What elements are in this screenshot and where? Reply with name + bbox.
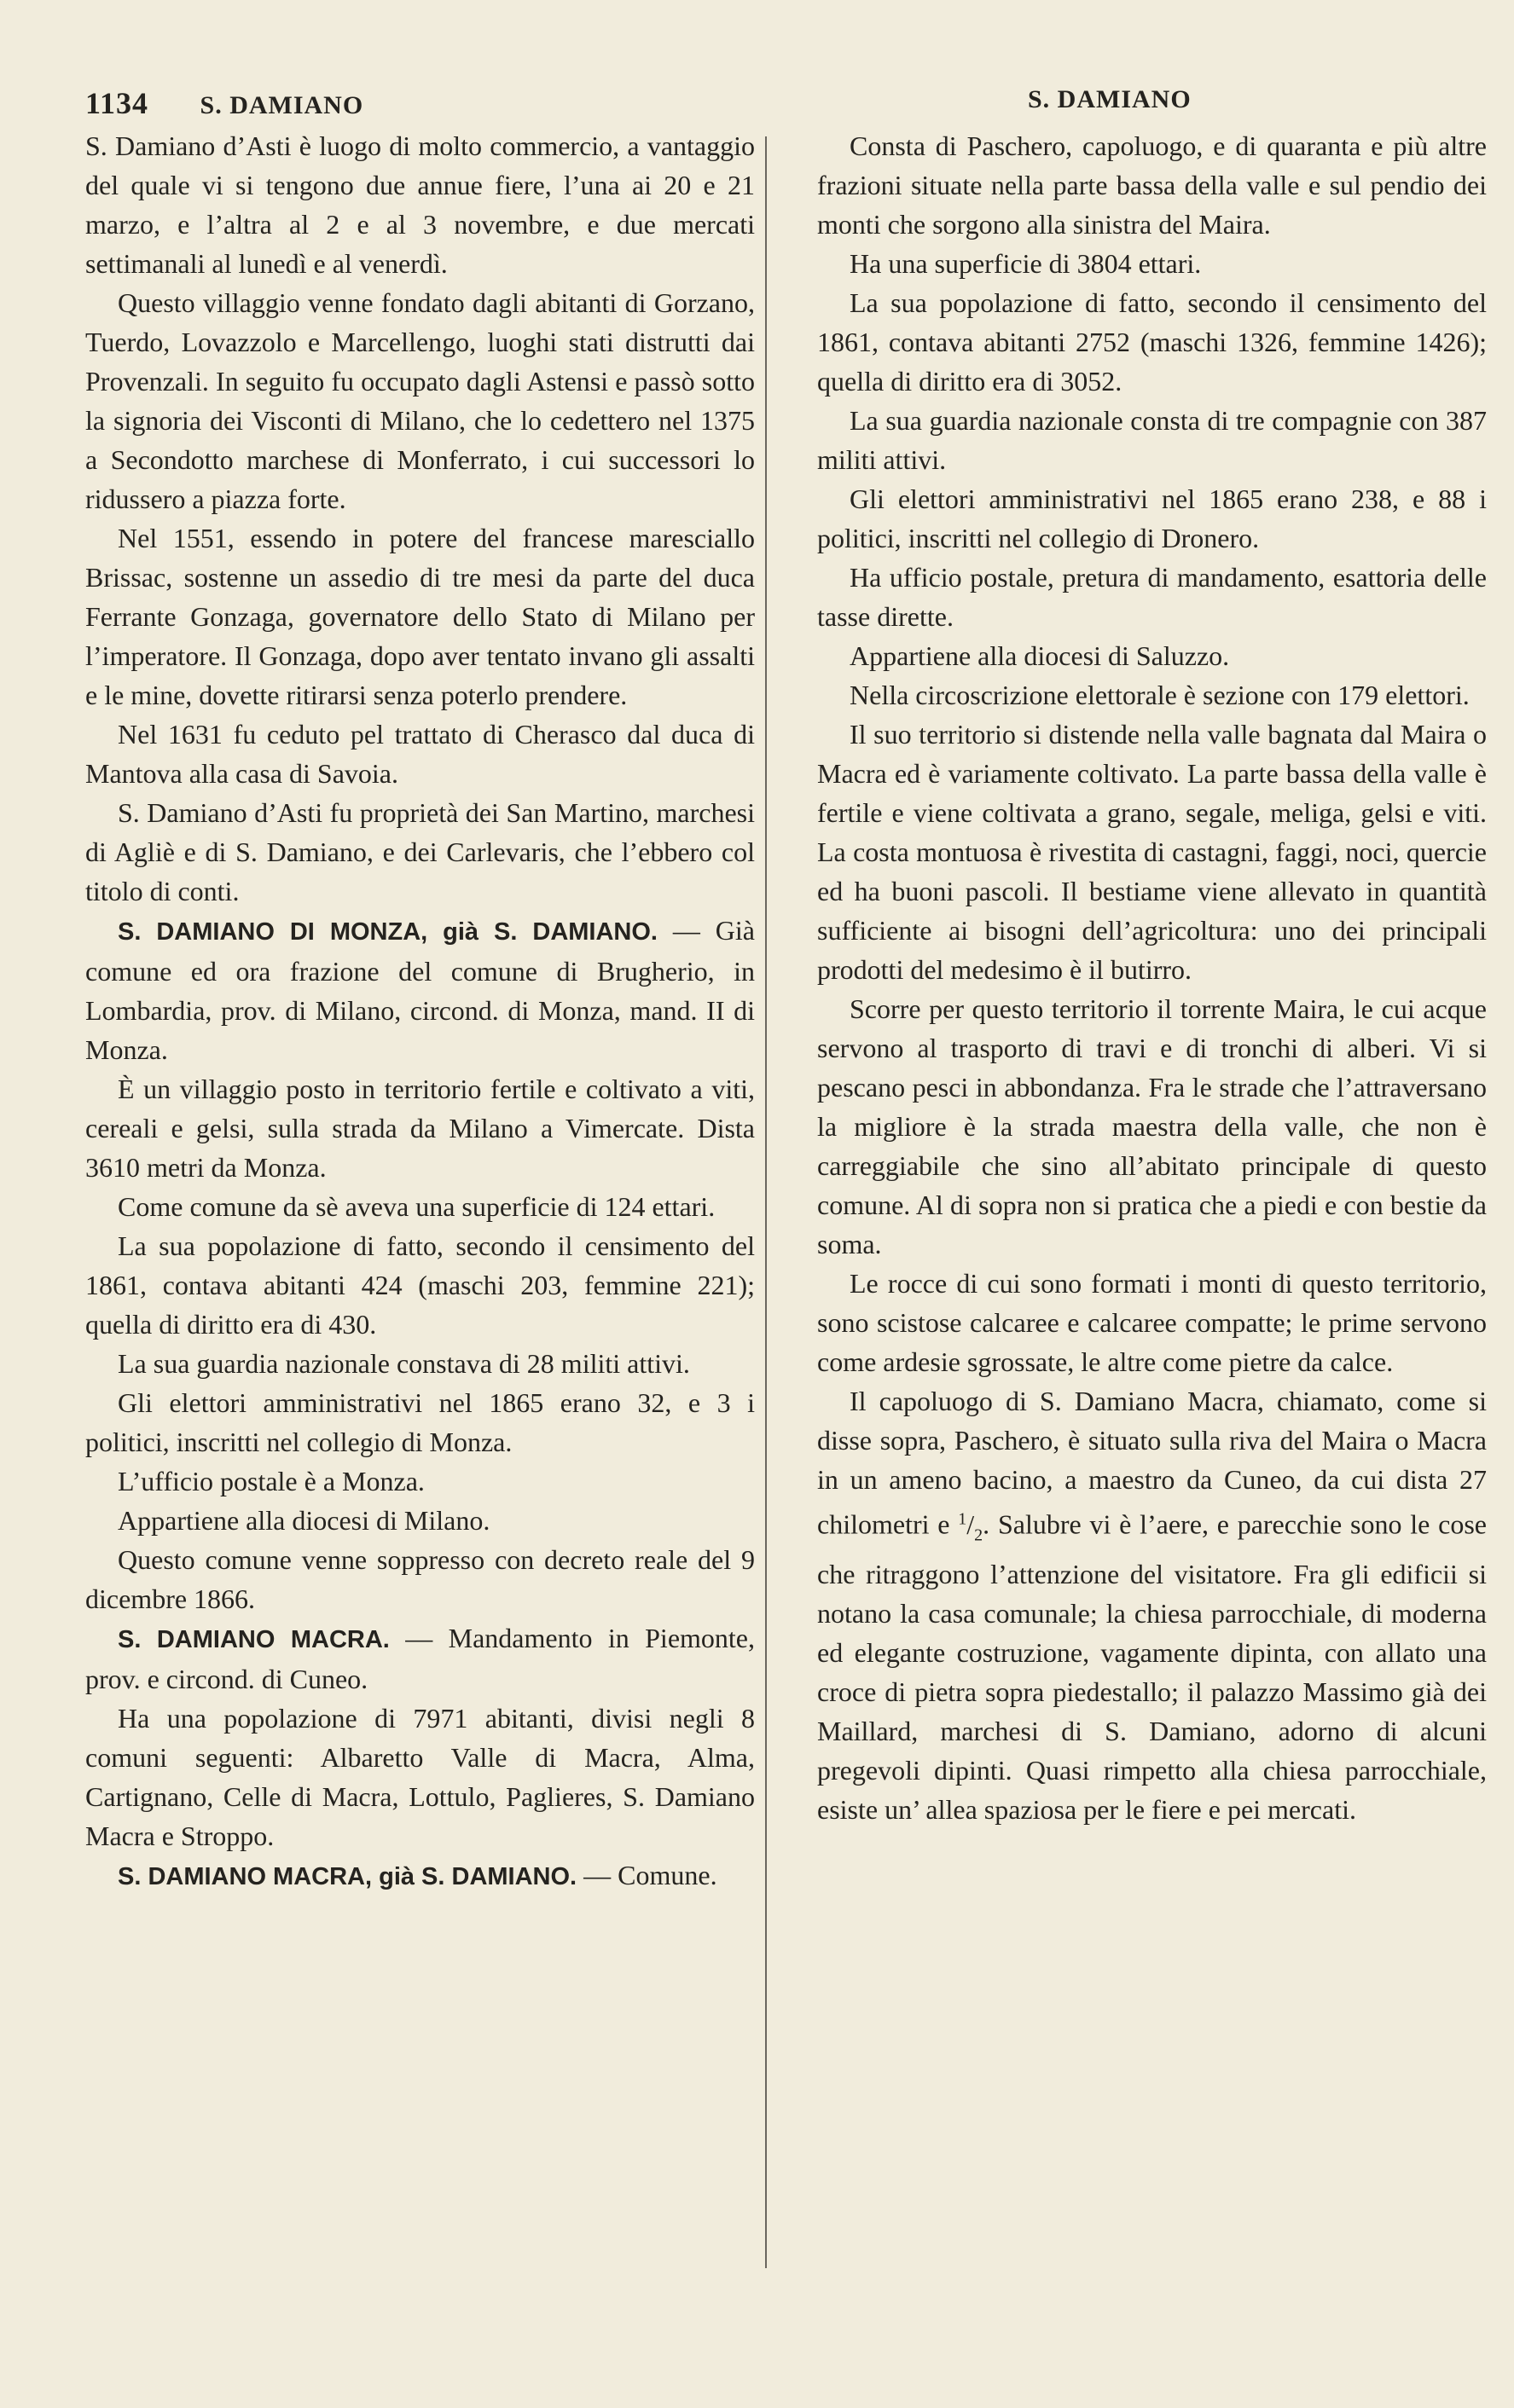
paragraph-text: . Salubre vi è l’aere, e parecchie sono le cose che ritraggono l’attenzione del visitatore. Fra gli edificii si notano la casa comunale; la chiesa parrocchiale, di moderna ed elegante costruzione, vagamente dipinta, con allato una croce di pietra sopra piedestallo; il palazzo Massimo già dei Maillard, marchesi di S. Damiano, adorno di alcuni pregevoli dipinti. Quasi rimpetto alla chiesa parrocchiale, esiste un’ allea spaziosa per le fiere e pei mercati.	[817, 1508, 1488, 1826]
paragraph: Nella circoscrizione elettorale è sezione con 179 elettori.	[850, 680, 1470, 710]
paragraph: La sua guardia nazionale constava di 28 militi attivi.	[118, 1348, 690, 1379]
paragraph: S. Damiano d’Asti è luogo di molto commercio, a vantaggio del quale vi si tengono due annue fiere, l’una ai 20 e 21 marzo, e l’altra al 2 e al 3 novembre, e due mercati settimanali al lunedì e al venerdì.	[85, 130, 755, 279]
entry-paragraph	[85, 1855, 755, 1896]
running-title-left: S. DAMIANO	[200, 91, 364, 119]
entry-heading: S. DAMIANO DI MONZA, già S. DAMIANO.	[118, 918, 658, 946]
left-column	[85, 126, 755, 1896]
entry-heading: S. DAMIANO MACRA, già S. DAMIANO.	[118, 1863, 577, 1890]
paragraph: La sua popolazione di fatto, secondo il censimento del 1861, contava abitanti 424 (maschi 203, femmine 221); quella di diritto era di 430.	[85, 1230, 755, 1340]
entry-heading: S. DAMIANO MACRA.	[118, 1626, 390, 1653]
fraction-one-half: $^1/_2$	[958, 1508, 983, 1545]
right-column	[817, 126, 1487, 1829]
paragraph: La sua popolazione di fatto, secondo il censimento del 1861, contava abitanti 2752 (maschi 1326, femmine 1426); quella di diritto era di 3052.	[817, 287, 1487, 397]
column-divider	[765, 136, 767, 2268]
page-header-left	[85, 85, 751, 128]
paragraph: Scorre per questo territorio il torrente Maira, le cui acque servono al trasporto di travi e di tronchi di alberi. Vi si pescano pesci in abbondanza. Fra le strade che l’attraversano la migliore è la strada maestra della valle, che non è carreggiabile che sino all’abitato principale di questo comune. Al di sopra non si pratica che a piedi e con bestie da soma.	[817, 993, 1487, 1259]
entry-paragraph	[85, 1618, 755, 1699]
paragraph: Questo comune venne soppresso con decreto reale del 9 dicembre 1866.	[85, 1544, 755, 1614]
paragraph: Appartiene alla diocesi di Milano.	[118, 1505, 490, 1536]
paragraph: Ha una popolazione di 7971 abitanti, divisi negli 8 comuni seguenti: Albaretto Valle di Macra, Alma, Cartignano, Celle di Macra, Lottulo, Paglieres, S. Damiano Macra e Stroppo.	[85, 1703, 755, 1851]
paragraph: Ha ufficio postale, pretura di mandamento, esattoria delle tasse dirette.	[817, 562, 1487, 632]
paragraph: Questo villaggio venne fondato dagli abitanti di Gorzano, Tuerdo, Lovazzolo e Marcellengo, luoghi stati distrutti dai Provenzali. In seguito fu occupato dagli Astensi e passò sotto la signoria dei Visconti di Milano, che lo cedettero nel 1375 a Secondotto marchese di Monferrato, i cui successori lo ridussero a piazza forte.	[85, 287, 755, 514]
paragraph: Il suo territorio si distende nella valle bagnata dal Maira o Macra ed è variamente coltivato. La parte bassa della valle è fertile e viene coltivata a grano, segale, meliga, gelsi e viti. La costa montuosa è rivestita di castagni, faggi, noci, quercie ed ha buoni pascoli. Il bestiame viene allevato in quantità sufficiente ai bisogni dell’agricoltura: uno dei principali prodotti del medesimo è il butirro.	[817, 719, 1487, 985]
running-title-right: S. DAMIANO	[1028, 85, 1192, 113]
paragraph: Come comune da sè aveva una superficie di 124 ettari.	[118, 1191, 716, 1222]
paragraph: La sua guardia nazionale consta di tre compagnie con 387 militi attivi.	[817, 405, 1487, 475]
paragraph-text: Il capoluogo di S. Damiano Macra, chiamato, come si disse sopra, Paschero, è situato sulla riva del Maira o Macra in un ameno bacino, a maestro da Cuneo, da cui dista 27 chilometri e	[817, 1386, 1487, 1540]
paragraph	[817, 1381, 1487, 1829]
entry-text: — Già comune ed ora frazione del comune di Brugherio, in Lombardia, prov. di Milano, circond. di Monza, mand. II di Monza.	[85, 915, 755, 1065]
paragraph: Nel 1631 fu ceduto pel trattato di Cherasco dal duca di Mantova alla casa di Savoia.	[85, 719, 755, 789]
entry-paragraph	[85, 911, 755, 1069]
fraction-numerator: 1	[958, 1509, 967, 1528]
paragraph: Ha una superficie di 3804 ettari.	[850, 248, 1202, 279]
paragraph: S. Damiano d’Asti fu proprietà dei San Martino, marchesi di Agliè e di S. Damiano, e dei Carlevaris, che l’ebbero col titolo di conti.	[85, 797, 755, 906]
paragraph: Gli elettori amministrativi nel 1865 erano 238, e 88 i politici, inscritti nel collegio di Dronero.	[817, 483, 1487, 553]
entry-text: — Mandamento in Piemonte, prov. e circond. di Cuneo.	[85, 1623, 755, 1694]
entry-text: — Comune.	[577, 1860, 717, 1890]
page-header-right	[1028, 85, 1284, 128]
paragraph: Appartiene alla diocesi di Saluzzo.	[850, 640, 1230, 671]
paragraph: Nel 1551, essendo in potere del francese maresciallo Brissac, sostenne un assedio di tre mesi da parte del duca Ferrante Gonzaga, governatore dello Stato di Milano per l’imperatore. Il Gonzaga, dopo aver tentato invano gli assalti e le mine, dovette ritirarsi senza poterlo prendere.	[85, 523, 755, 710]
paragraph: È un villaggio posto in territorio fertile e coltivato a viti, cereali e gelsi, sulla strada da Milano a Vimercate. Dista 3610 metri da Monza.	[85, 1074, 755, 1183]
paragraph: Consta di Paschero, capoluogo, e di quaranta e più altre frazioni situate nella parte bassa della valle e sul pendio dei monti che sorgono alla sinistra del Maira.	[817, 130, 1487, 240]
paragraph: Gli elettori amministrativi nel 1865 erano 32, e 3 i politici, inscritti nel collegio di Monza.	[85, 1387, 755, 1457]
paragraph: Le rocce di cui sono formati i monti di questo territorio, sono scistose calcaree e calcaree compatte; le prime servono come ardesie sgrossate, le altre come pietre da calce.	[817, 1268, 1487, 1377]
paragraph: L’ufficio postale è a Monza.	[118, 1466, 425, 1496]
fraction-denominator: 2	[974, 1525, 983, 1545]
page-number: 1134	[85, 86, 149, 120]
